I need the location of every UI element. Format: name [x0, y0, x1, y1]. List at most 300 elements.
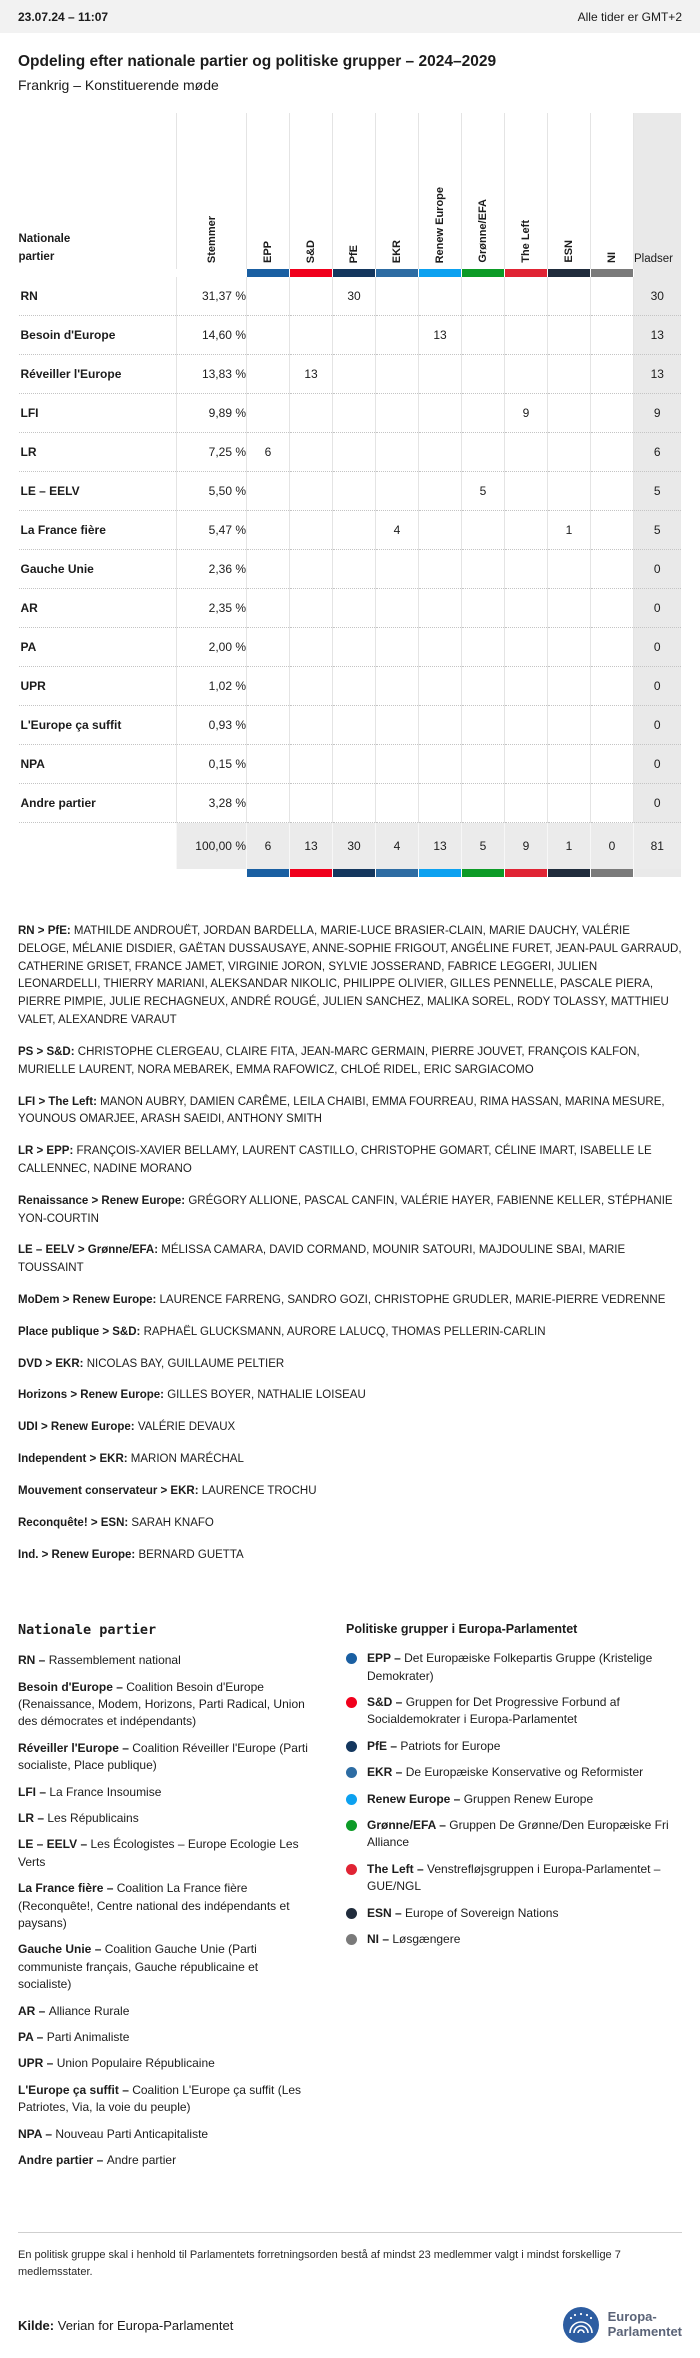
legend-national-abbr: AR – — [18, 2003, 49, 2018]
colorbar-spacer-pladser — [634, 269, 681, 277]
votes-cell: 3,28 % — [177, 784, 247, 823]
seat-cell-Left — [505, 277, 548, 316]
table-row — [19, 316, 681, 355]
legend-national-item: AR – Alliance Rurale — [18, 2003, 130, 2018]
group-color-dot-icon — [346, 1697, 357, 1708]
seat-cell-NI — [591, 784, 634, 823]
seat-cell-EPP — [247, 355, 290, 394]
source-label: Kilde: — [18, 2317, 55, 2333]
colorbar-segment-PfE — [333, 269, 376, 277]
colorbar-segment-EKR — [376, 869, 419, 877]
total-seats-cell: 13 — [634, 316, 681, 355]
total-seats-cell: 5 — [634, 511, 681, 550]
mep-list-prefix: Independent > EKR: — [18, 1453, 128, 1466]
legend-group-item — [346, 1931, 682, 1948]
seat-cell-Greens — [462, 589, 505, 628]
seat-cell-EPP — [247, 784, 290, 823]
colorbar-segment-SD — [290, 269, 333, 277]
seat-cell-Renew — [419, 628, 462, 667]
header-group-label-Greens: Grønne/EFA — [477, 199, 489, 263]
total-empty-cell — [19, 823, 177, 870]
legend-national-item: Andre partier – Andre partier — [18, 2152, 177, 2167]
seat-cell-Left — [505, 706, 548, 745]
mep-list-entry: MoDem > Renew Europe: LAURENCE FARRENG, SANDRO GOZI, CHRISTOPHE GRUDLER, MARIE-PIERRE VEDRENNE — [18, 1294, 666, 1306]
colorbar-spacer-name — [19, 269, 177, 277]
table-row — [19, 745, 681, 784]
mep-list-entry: Ind. > Renew Europe: BERNARD GUETTA — [18, 1548, 244, 1561]
seat-cell-NI — [591, 511, 634, 550]
colorbar-spacer-votes — [177, 869, 247, 877]
seat-cell-EKR — [376, 433, 419, 472]
legend-national-item: Besoin d'Europe – Coalition Besoin d'Europe (Renaissance, Modem, Horizons, Parti Radical, Union des démocrates et indépendants) — [18, 1679, 305, 1729]
seat-cell-PfE — [333, 706, 376, 745]
party-name-cell: Besoin d'Europe — [19, 316, 177, 355]
seat-cell-NI — [591, 316, 634, 355]
seat-cell-Left — [505, 355, 548, 394]
seat-cell-SD — [290, 784, 333, 823]
legend-group-text: Renew Europe – Gruppen Renew Europe — [367, 1791, 594, 1806]
total-seats-cell: 0 — [634, 667, 681, 706]
total-seat-cell-ESN: 1 — [548, 823, 591, 870]
seat-cell-EPP — [247, 277, 290, 316]
colorbar-segment-Greens — [462, 269, 505, 277]
seat-cell-PfE — [333, 433, 376, 472]
total-seat-cell-EKR: 4 — [376, 823, 419, 870]
legend-group-item — [346, 1817, 682, 1852]
seat-cell-PfE — [333, 472, 376, 511]
seat-cell-EPP — [247, 589, 290, 628]
seat-cell-Renew — [419, 667, 462, 706]
legend-political-groups — [346, 1622, 682, 2178]
logo-wordmark — [608, 2310, 682, 2340]
total-seat-cell-NI: 0 — [591, 823, 634, 870]
legend-group-text: ESN – Europe of Sovereign Nations — [367, 1905, 559, 1920]
seat-cell-Left — [505, 433, 548, 472]
seat-cell-EPP — [247, 316, 290, 355]
source-value: Verian for Europa-Parlamentet — [57, 2317, 234, 2333]
seat-cell-Renew — [419, 511, 462, 550]
legend-national-item: NPA – Nouveau Parti Anticapitaliste — [18, 2126, 209, 2141]
page-title: Opdeling efter nationale partier og politiske grupper – 2024–2029 — [18, 53, 497, 70]
party-name-cell: LFI — [19, 394, 177, 433]
seat-cell-ESN — [548, 706, 591, 745]
votes-cell: 0,93 % — [177, 706, 247, 745]
votes-cell: 2,36 % — [177, 550, 247, 589]
mep-list-entry: PS > S&D: CHRISTOPHE CLERGEAU, CLAIRE FITA, JEAN-MARC GERMAIN, PIERRE JOUVET, FRANÇOIS KALFON, MURIELLE LAURENT, NORA MEBAREK, EMMA RAFOWICZ, CHLOÉ RIDEL, ERIC SARGIACOMO — [18, 1045, 640, 1076]
legend-group-abbr: S&D – — [367, 1695, 406, 1710]
mep-list-prefix: RN > PfE: — [18, 925, 71, 937]
seat-cell-Left — [505, 667, 548, 706]
colorbar-segment-NI — [591, 869, 634, 877]
group-color-dot-icon — [346, 1653, 357, 1664]
seat-cell-SD — [290, 745, 333, 784]
legend-group-text: PfE – Patriots for Europe — [367, 1738, 501, 1753]
table-row — [19, 628, 681, 667]
mep-list-prefix: PS > S&D: — [18, 1045, 75, 1058]
page-subtitle: Frankrig – Konstituerende møde — [18, 77, 219, 93]
total-seats-cell: 6 — [634, 433, 681, 472]
mep-list-entry: LE – EELV > Grønne/EFA: MÉLISSA CAMARA, DAVID CORMAND, MOUNIR SATOURI, MAJDOULINE SBAI, MARIE TOUSSAINT — [18, 1244, 626, 1275]
logo-wordmark-line1: Europa- — [607, 2309, 657, 2325]
colorbar-segment-NI — [591, 269, 634, 277]
seat-cell-PfE — [333, 628, 376, 667]
seat-cell-EKR — [376, 277, 419, 316]
legend-national-item: Réveiller l'Europe – Coalition Réveiller l'Europe (Parti socialiste, Place publique) — [18, 1740, 308, 1773]
legend-national-abbr: Réveiller l'Europe – — [18, 1740, 133, 1755]
seat-cell-ESN — [548, 433, 591, 472]
seat-cell-Renew — [419, 745, 462, 784]
legend-national-item: UPR – Union Populaire Républicaine — [18, 2056, 215, 2071]
legend-group-text: The Left – Venstrefløjsgruppen i Europa-Parlamentet – GUE/NGL — [367, 1861, 661, 1894]
seat-cell-Greens — [462, 433, 505, 472]
seat-cell-NI — [591, 667, 634, 706]
source-line — [18, 2318, 233, 2333]
colorbar-segment-Renew — [419, 869, 462, 877]
legend-group-abbr: NI – — [367, 1932, 393, 1946]
colorbar-segment-EKR — [376, 269, 419, 277]
seat-cell-NI — [591, 355, 634, 394]
colorbar-spacer-votes — [177, 269, 247, 277]
colorbar-segment-Renew — [419, 269, 462, 277]
seat-cell-SD — [290, 472, 333, 511]
header-group-label-EKR: EKR — [391, 239, 403, 263]
mep-list-prefix: UDI > Renew Europe: — [18, 1421, 135, 1434]
seat-cell-Greens — [462, 277, 505, 316]
header-group-PfE — [333, 113, 376, 269]
legend-national-abbr: Besoin d'Europe – — [18, 1679, 127, 1694]
party-name-cell: NPA — [19, 745, 177, 784]
grand-total-cell: 81 — [634, 823, 681, 870]
header-group-Greens — [462, 113, 505, 269]
seat-cell-SD — [290, 394, 333, 433]
legend-group-abbr: Renew Europe – — [367, 1791, 464, 1806]
party-name-cell: Réveiller l'Europe — [19, 355, 177, 394]
seat-cell-PfE — [333, 316, 376, 355]
legend-national-abbr: LR – — [18, 1811, 48, 1826]
mep-list-entry: Mouvement conservateur > EKR: LAURENCE TROCHU — [18, 1484, 317, 1497]
header-pladser: Pladser — [634, 113, 681, 269]
header-group-EKR — [376, 113, 419, 269]
seat-cell-EKR — [376, 394, 419, 433]
total-seats-cell: 0 — [634, 784, 681, 823]
total-seats-cell: 0 — [634, 550, 681, 589]
seat-cell-ESN — [548, 277, 591, 316]
seat-cell-Greens — [462, 394, 505, 433]
header-group-Left — [505, 113, 548, 269]
legend-section — [18, 1622, 682, 2178]
seat-cell-PfE — [333, 550, 376, 589]
seat-cell-Renew — [419, 433, 462, 472]
seat-cell-NI — [591, 589, 634, 628]
seat-cell-ESN — [548, 316, 591, 355]
legend-national-item: L'Europe ça suffit – Coalition L'Europe ça suffit (Les Patriotes, Via, la voie du peuple) — [18, 2082, 302, 2115]
seat-cell-Left — [505, 628, 548, 667]
party-name-cell: UPR — [19, 667, 177, 706]
seat-cell-Renew — [419, 784, 462, 823]
seat-cell-EKR — [376, 706, 419, 745]
legend-group-abbr: The Left – — [367, 1861, 428, 1876]
total-seats-cell: 0 — [634, 745, 681, 784]
legend-national-item: LFI – La France Insoumise — [18, 1784, 162, 1799]
timezone-note: Alle tider er GMT+2 — [577, 9, 682, 24]
total-seat-cell-EPP: 6 — [247, 823, 290, 870]
seat-cell-Renew — [419, 277, 462, 316]
seat-cell-Renew — [419, 589, 462, 628]
seat-cell-EPP — [247, 745, 290, 784]
colorbar-segment-SD — [290, 869, 333, 877]
total-seats-cell: 13 — [634, 355, 681, 394]
colorbar-segment-Left — [505, 269, 548, 277]
mep-list-entry: Horizons > Renew Europe: GILLES BOYER, NATHALIE LOISEAU — [18, 1389, 366, 1402]
total-votes-cell: 100,00 % — [177, 823, 247, 870]
seat-cell-NI — [591, 472, 634, 511]
seat-cell-Greens — [462, 628, 505, 667]
seat-cell-SD — [290, 511, 333, 550]
legend-group-item — [346, 1650, 682, 1685]
results-table — [18, 113, 681, 877]
legend-national-abbr: L'Europe ça suffit – — [18, 2082, 133, 2097]
header-nationale-partier-label: Nationale partier — [18, 233, 71, 264]
colorbar-segment-EPP — [247, 869, 290, 877]
seat-cell-NI — [591, 394, 634, 433]
seat-cell-PfE — [333, 511, 376, 550]
mep-list-prefix: Renaissance > Renew Europe: — [18, 1194, 186, 1207]
seat-cell-EPP — [247, 472, 290, 511]
seat-cell-Greens — [462, 706, 505, 745]
legend-group-item — [346, 1738, 682, 1755]
colorbar-segment-PfE — [333, 869, 376, 877]
seat-cell-EKR — [376, 628, 419, 667]
seat-cell-EPP — [247, 667, 290, 706]
total-seat-cell-Greens: 5 — [462, 823, 505, 870]
party-name-cell: RN — [19, 277, 177, 316]
mep-list-prefix: DVD > EKR: — [18, 1357, 84, 1370]
legend-national-abbr: PA – — [18, 2029, 47, 2044]
legend-national-abbr: UPR – — [18, 2056, 57, 2071]
votes-cell: 9,89 % — [177, 394, 247, 433]
party-name-cell: La France fière — [19, 511, 177, 550]
table-row — [19, 355, 681, 394]
header-group-label-ESN: ESN — [563, 240, 575, 263]
seat-cell-EKR — [376, 355, 419, 394]
legend-group-item — [346, 1791, 682, 1808]
legend-group-text: NI – Løsgængere — [367, 1932, 461, 1946]
legend-national-abbr: LFI – — [18, 1784, 50, 1799]
votes-cell: 1,02 % — [177, 667, 247, 706]
seat-cell-NI — [591, 745, 634, 784]
seat-cell-SD: 13 — [290, 355, 333, 394]
legend-group-abbr: ESN – — [367, 1905, 406, 1920]
seat-cell-Left — [505, 745, 548, 784]
seat-cell-SD — [290, 277, 333, 316]
legend-national-abbr: LE – EELV – — [18, 1837, 91, 1852]
seat-cell-NI — [591, 277, 634, 316]
votes-cell: 14,60 % — [177, 316, 247, 355]
votes-cell: 13,83 % — [177, 355, 247, 394]
seat-cell-EKR: 4 — [376, 511, 419, 550]
seat-cell-Renew: 13 — [419, 316, 462, 355]
header-group-label-PfE: PfE — [348, 244, 360, 263]
seat-cell-ESN — [548, 550, 591, 589]
legend-national-abbr: Andre partier – — [18, 2152, 107, 2167]
seat-cell-Left — [505, 316, 548, 355]
mep-list-entry: Place publique > S&D: RAPHAËL GLUCKSMANN, AURORE LALUCQ, THOMAS PELLERIN-CARLIN — [18, 1325, 546, 1338]
legend-national-item: RN – Rassemblement national — [18, 1653, 181, 1668]
group-color-dot-icon — [346, 1767, 357, 1778]
votes-cell: 2,00 % — [177, 628, 247, 667]
mep-list-prefix: MoDem > Renew Europe: — [18, 1294, 157, 1306]
party-name-cell: L'Europe ça suffit — [19, 706, 177, 745]
seat-cell-EPP — [247, 706, 290, 745]
total-seats-cell: 0 — [634, 628, 681, 667]
mep-list-entry: LR > EPP: FRANÇOIS-XAVIER BELLAMY, LAURENT CASTILLO, CHRISTOPHE GOMART, CÉLINE IMART, ISABELLE LE CALLENNEC, NADINE MORANO — [18, 1145, 652, 1175]
table-row — [19, 784, 681, 823]
votes-cell: 5,50 % — [177, 472, 247, 511]
mep-list-prefix: Horizons > Renew Europe: — [18, 1389, 165, 1402]
seat-cell-NI — [591, 706, 634, 745]
group-color-dot-icon — [346, 1908, 357, 1919]
legend-group-abbr: EPP – — [367, 1651, 405, 1666]
mep-list-prefix: Mouvement conservateur > EKR: — [18, 1484, 199, 1497]
colorbar-spacer-name — [19, 869, 177, 877]
group-color-dot-icon — [346, 1864, 357, 1875]
seat-cell-Left: 9 — [505, 394, 548, 433]
seat-cell-Renew — [419, 355, 462, 394]
seat-cell-ESN: 1 — [548, 511, 591, 550]
table-total-row — [19, 823, 681, 870]
seat-cell-Left — [505, 550, 548, 589]
seat-cell-Greens — [462, 745, 505, 784]
header-group-label-NI: NI — [606, 252, 618, 263]
legend-national-abbr: La France fière – — [18, 1881, 117, 1896]
table-row — [19, 472, 681, 511]
table-row — [19, 550, 681, 589]
legend-group-text: EPP – Det Europæiske Folkepartis Gruppe (Kristelige Demokrater) — [367, 1651, 653, 1683]
seat-cell-PfE: 30 — [333, 277, 376, 316]
table-row — [19, 394, 681, 433]
mep-list-prefix: Ind. > Renew Europe: — [18, 1548, 136, 1561]
votes-cell: 5,47 % — [177, 511, 247, 550]
total-seat-cell-PfE: 30 — [333, 823, 376, 870]
legend-group-item — [346, 1764, 682, 1781]
colorbar-segment-Greens — [462, 869, 505, 877]
legend-national-abbr: NPA – — [18, 2126, 56, 2141]
mep-list-prefix: Reconquête! > ESN: — [18, 1516, 129, 1529]
legend-group-item — [346, 1905, 682, 1922]
seat-cell-EKR — [376, 316, 419, 355]
votes-cell: 2,35 % — [177, 589, 247, 628]
legend-national-abbr: Gauche Unie – — [18, 1942, 105, 1957]
legend-national-heading: Nationale partier — [18, 1622, 157, 1639]
seat-cell-PfE — [333, 667, 376, 706]
legend-national-item: Gauche Unie – Coalition Gauche Unie (Parti communiste français, Gauche républicaine et socialiste) — [18, 1942, 259, 1992]
party-name-cell: LE – EELV — [19, 472, 177, 511]
footer-note: En politisk gruppe skal i henhold til Parlamentets forretningsorden bestå af mindst 23 medlemmer valgt i mindst forskellige 7 medlemsstater. — [18, 2249, 621, 2278]
seat-cell-PfE — [333, 784, 376, 823]
seat-cell-Left — [505, 472, 548, 511]
seat-cell-SD — [290, 589, 333, 628]
seat-cell-SD — [290, 706, 333, 745]
mep-list-entry: RN > PfE: MATHILDE ANDROUËT, JORDAN BARDELLA, MARIE-LUCE BRASIER-CLAIN, MARIE DAUCHY, VALÉRIE DELOGE, MÉLANIE DISDIER, GAËTAN DUSSAUSAYE, ANNE-SOPHIE FRIGOUT, ANGÉLINE FURET, JEAN-PAUL GARRAUD, CATHERINE GRISET, FRANCE JAMET, VIRGINIE JORON, SYLVIE JOSSERAND, FABRICE LEGGERI, JULIEN LEONARDELLI, THIERRY MARIANI, ALEKSANDAR NIKOLIC, PHILIPPE OLIVIER, GILLES PENNELLE, PASCALE PIERA, PIERRE PIMPIE, JULIE RECHAGNEUX, ANDRÉ ROUGÉ, JULIEN SANCHEZ, MALIKA SOREL, RODY TOLASSY, MATTHIEU VALET, ALEXANDRE VARAUT — [18, 925, 682, 1027]
report-datetime: 23.07.24 – 11:07 — [18, 9, 109, 24]
total-seats-cell: 0 — [634, 706, 681, 745]
seat-cell-SD — [290, 433, 333, 472]
table-row — [19, 433, 681, 472]
header-group-ESN — [548, 113, 591, 269]
seat-cell-EKR — [376, 550, 419, 589]
table-row — [19, 277, 681, 316]
seat-cell-Greens — [462, 355, 505, 394]
top-bar — [0, 0, 700, 33]
header-group-label-EPP: EPP — [262, 240, 274, 263]
mep-list-prefix: LE – EELV > Grønne/EFA: — [18, 1244, 159, 1257]
table-row — [19, 706, 681, 745]
mep-list-entry: Reconquête! > ESN: SARAH KNAFO — [18, 1516, 214, 1529]
seat-cell-Renew — [419, 394, 462, 433]
europa-parlamentet-logo — [562, 2306, 682, 2344]
legend-group-text: Grønne/EFA – Gruppen De Grønne/Den Europæiske Fri Alliance — [367, 1818, 669, 1850]
colorbar-spacer-pladser — [634, 869, 681, 877]
party-name-cell: Andre partier — [19, 784, 177, 823]
header-group-label-Renew: Renew Europe — [434, 186, 446, 263]
votes-cell: 0,15 % — [177, 745, 247, 784]
header-group-Renew — [419, 113, 462, 269]
mep-list-prefix: LR > EPP: — [18, 1145, 74, 1158]
mep-list-entry: Renaissance > Renew Europe: GRÉGORY ALLIONE, PASCAL CANFIN, VALÉRIE HAYER, FABIENNE KELLER, STÉPHANIE YON-COURTIN — [18, 1194, 673, 1225]
seat-cell-Greens: 5 — [462, 472, 505, 511]
colorbar-segment-ESN — [548, 869, 591, 877]
legend-national-item: PA – Parti Animaliste — [18, 2029, 130, 2044]
header-group-SD — [290, 113, 333, 269]
colorbar-segment-EPP — [247, 269, 290, 277]
header-group-NI — [591, 113, 634, 269]
mep-list-prefix: LFI > The Left: — [18, 1095, 97, 1108]
seat-cell-Greens — [462, 784, 505, 823]
group-color-dot-icon — [346, 1934, 357, 1945]
seat-cell-PfE — [333, 394, 376, 433]
party-name-cell: LR — [19, 433, 177, 472]
seat-cell-EPP: 6 — [247, 433, 290, 472]
legend-group-item — [346, 1694, 682, 1729]
header-stemmer-label: Stemmer — [205, 215, 218, 263]
total-seats-cell: 0 — [634, 589, 681, 628]
total-seats-cell: 9 — [634, 394, 681, 433]
seat-cell-SD — [290, 550, 333, 589]
total-seats-cell: 5 — [634, 472, 681, 511]
header-group-label-SD: S&D — [305, 239, 317, 263]
seat-cell-EKR — [376, 589, 419, 628]
mep-list-entry: DVD > EKR: NICOLAS BAY, GUILLAUME PELTIER — [18, 1357, 285, 1370]
colorbar-segment-ESN — [548, 269, 591, 277]
footer — [18, 2232, 682, 2358]
seat-cell-NI — [591, 433, 634, 472]
legend-national-item: LE – EELV – Les Écologistes – Europe Ecologie Les Verts — [18, 1837, 299, 1869]
total-seat-cell-Renew: 13 — [419, 823, 462, 870]
total-seat-cell-SD: 13 — [290, 823, 333, 870]
seat-cell-ESN — [548, 355, 591, 394]
legend-group-text: S&D – Gruppen for Det Progressive Forbund af Socialdemokrater i Europa-Parlamentet — [367, 1695, 620, 1727]
seat-cell-Renew — [419, 706, 462, 745]
seat-cell-ESN — [548, 589, 591, 628]
table-row — [19, 667, 681, 706]
legend-national-item: LR – Les Républicains — [18, 1811, 139, 1826]
seat-cell-PfE — [333, 589, 376, 628]
seat-cell-PfE — [333, 745, 376, 784]
mep-list-entry: UDI > Renew Europe: VALÉRIE DEVAUX — [18, 1421, 236, 1434]
eu-parliament-hemicycle-icon — [562, 2306, 600, 2344]
total-seats-cell: 30 — [634, 277, 681, 316]
seat-cell-EPP — [247, 550, 290, 589]
